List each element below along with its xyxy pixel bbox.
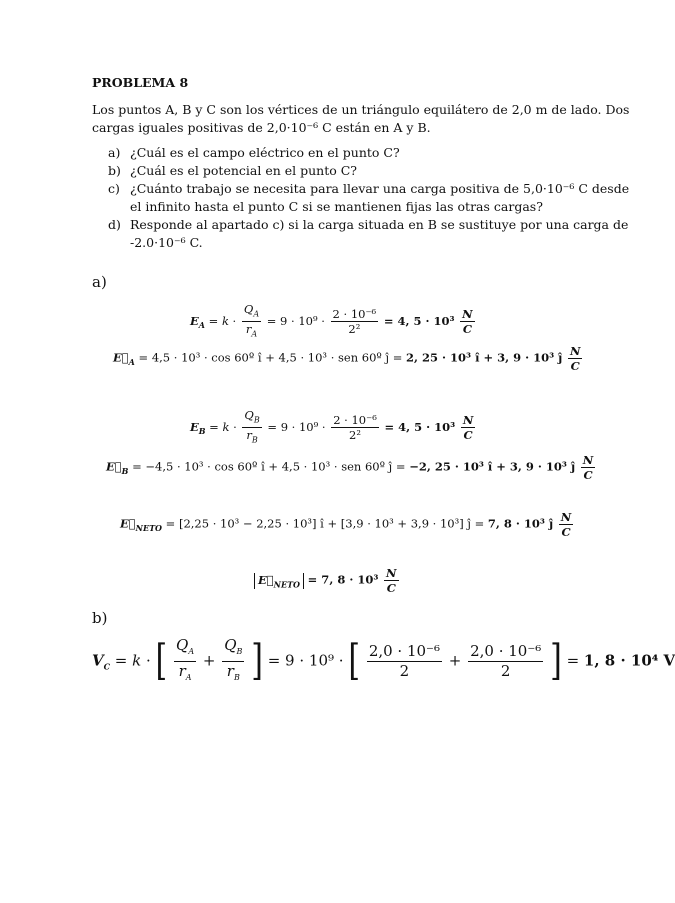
question-a: a) ¿Cuál es el campo eléctrico en el punto C? bbox=[108, 145, 400, 160]
equation-eneto-modulus: $E⃗_{NETO} = 7$, 8 · 10³ $\frac{N}{C}$ bbox=[254, 566, 401, 595]
question-c: c) ¿Cuánto trabajo se necesita para llevar una carga positiva de 5,0·10⁻⁶ C desde bbox=[108, 181, 630, 196]
equation-ea: $E_A = k$ · $\frac{Q_A}{r_A}$ = 9 · 10⁹ · $\frac{\text{2 · 10⁻⁶}}{\text{2²}}$ = 4, 5 · 10³ $\frac{N}{C}$ bbox=[190, 302, 473, 339]
problem-title: PROBLEMA 8 bbox=[92, 75, 189, 90]
equation-eb-vector: $E⃗_B = -4,5 \cdot 10^3 \cdot \cos$ 60º î + 4,5 · 10³ · sen 60º ĵ = −2, 25 · 10³ î + 3, 9 · 10³ ĵ $\frac{N}{C}$ bbox=[106, 453, 594, 482]
question-b: b) ¿Cuál es el potencial en el punto C? bbox=[108, 163, 357, 178]
section-b-label: b) bbox=[92, 609, 108, 627]
intro-line-2: cargas iguales positivas de 2,0·10⁻⁶ C están en A y B. bbox=[92, 120, 431, 135]
question-d-cont: -2.0·10⁻⁶ C. bbox=[130, 235, 203, 250]
section-a-label: a) bbox=[92, 273, 107, 291]
intro-line-1: Los puntos A, B y C son los vértices de un triángulo equilátero de 2,0 m de lado. Dos bbox=[92, 102, 630, 117]
equation-vc: $V_C = k$ · [ $\frac{Q_A}{r_A}$ + $\frac{Q_B}{r_B}$ ] = 9 · 10⁹ · [ $\frac{\text{2,0 · 10⁻⁶}}{2}$ + $\frac{\text{2,0 · 10⁻⁶}}{2}$ ] = 1, 8 · 10⁴ V bbox=[92, 636, 675, 686]
equation-eneto-vector: $E⃗_{NETO} = [2,25 \cdot 10^3 - 2,25 \cdot 10^3]$ î + [3,9 · 10³ + 3,9 · 10³] ĵ = 7, 8 · 10³ ĵ $\frac{N}{C}$ bbox=[120, 510, 572, 539]
question-c-cont: el infinito hasta el punto C si se mantienen fijas las otras cargas? bbox=[130, 199, 543, 214]
question-d: d) Responde al apartado c) si la carga situada en B se sustituye por una carga de bbox=[108, 217, 629, 232]
equation-eb: $E_B = k$ · $\frac{Q_B}{r_B}$ = 9 · 10⁹ · $\frac{\text{2 · 10⁻⁶}}{\text{2²}}$ = 4, 5 · 10³ $\frac{N}{C}$ bbox=[190, 408, 474, 445]
equation-ea-vector: $E⃗_A = 4,5 \cdot 10^3 \cdot \cos$ 60º î + 4,5 · 10³ · sen 60º ĵ = 2, 25 · 10³ î + 3, 9 · 10³ ĵ $\frac{N}{C}$ bbox=[113, 344, 581, 373]
